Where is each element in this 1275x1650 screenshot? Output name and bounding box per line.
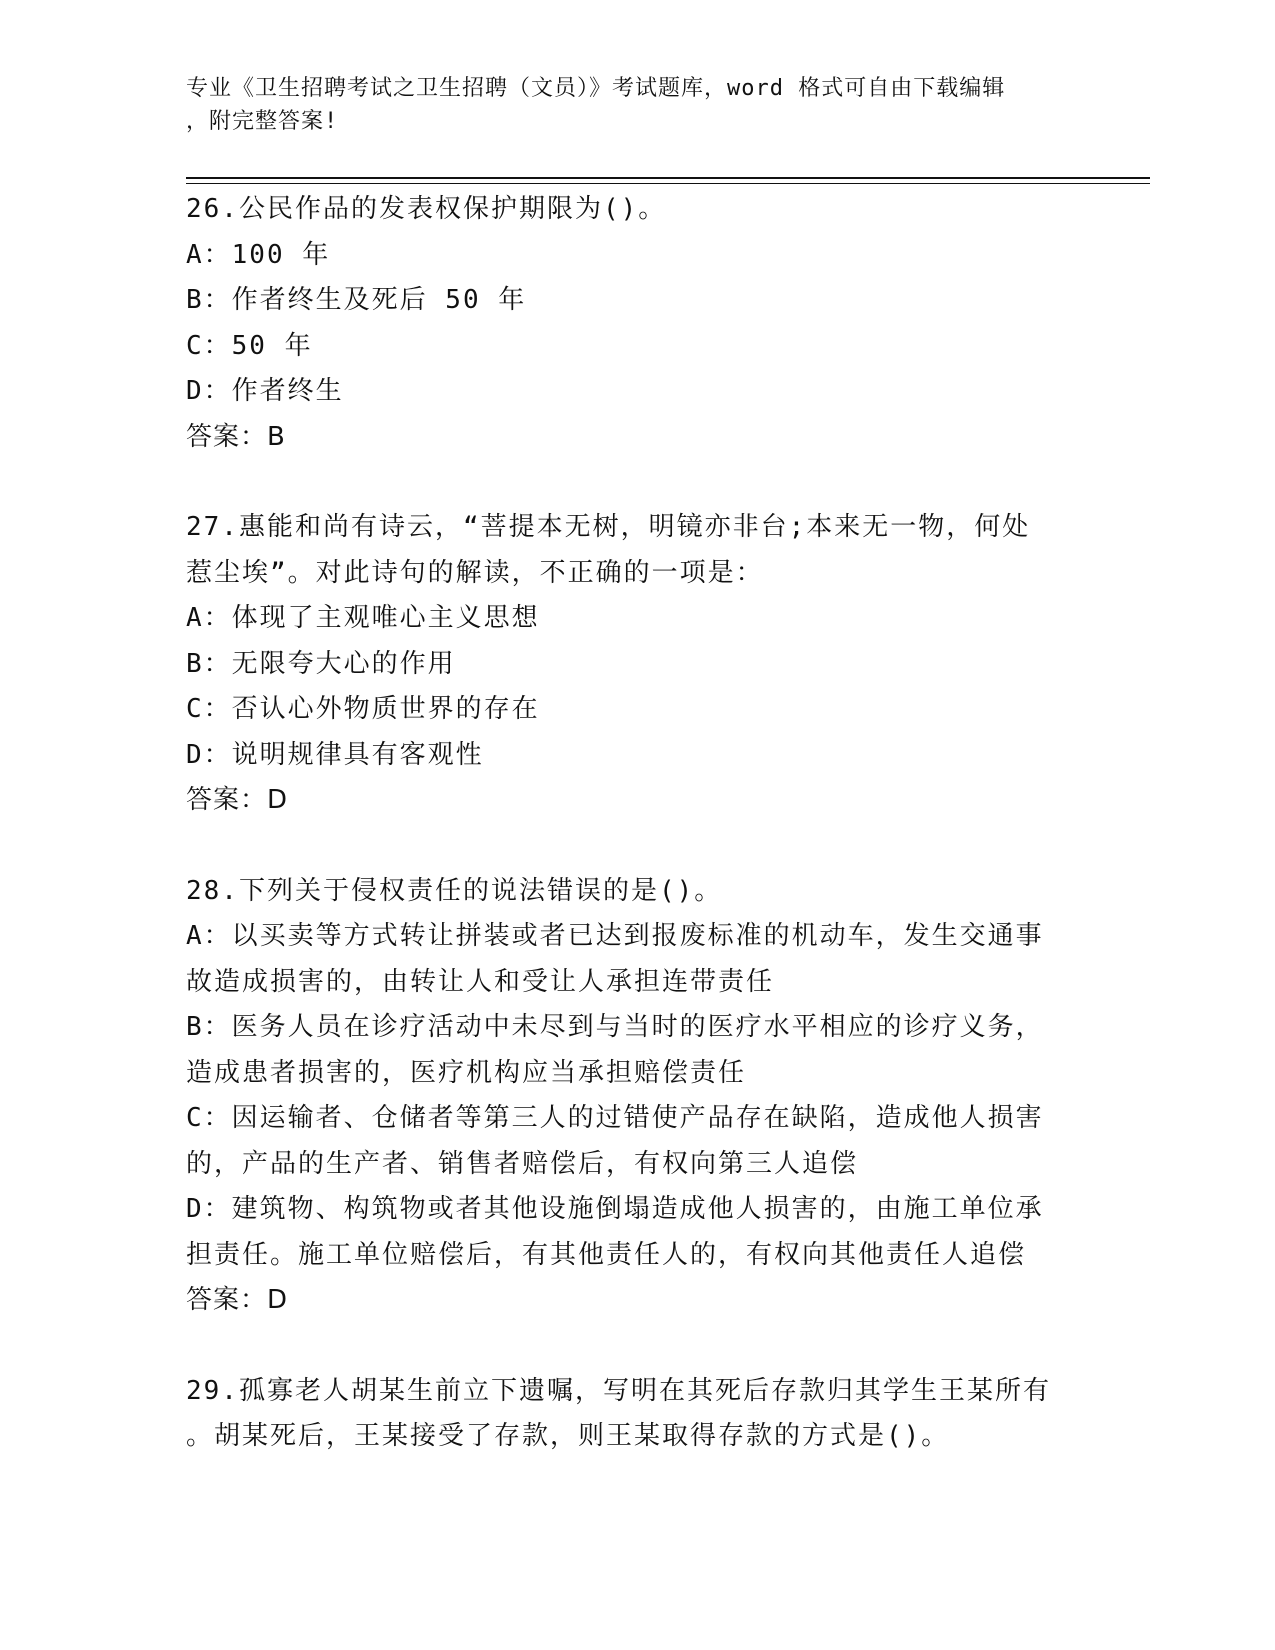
option-d: D：建筑物、构筑物或者其他设施倒塌造成他人损害的，由施工单位承 (186, 1194, 1044, 1224)
header-line-1: 专业《卫生招聘考试之卫生招聘（文员）》考试题库，word 格式可自由下载编辑 (186, 76, 1006, 101)
document-header (186, 72, 1066, 138)
header-divider-thin (186, 183, 1150, 184)
option-d: D：说明规律具有客观性 (186, 739, 484, 770)
answer: 答案：D (186, 785, 289, 815)
header-line-2: ，附完整答案! (186, 109, 339, 134)
header-divider-thick (186, 177, 1150, 179)
option-c-cont: 的，产品的生产者、销售者赔偿后，有权向第三人追偿 (186, 1148, 859, 1179)
option-a: A：体现了主观唯心主义思想 (186, 603, 540, 633)
option-b: B：无限夸大心的作用 (186, 648, 456, 679)
question-stem: 27.惠能和尚有诗云，“菩提本无树，明镜亦非台;本来无一物，何处 (186, 512, 1031, 542)
option-c: C：因运输者、仓储者等第三人的过错使产品存在缺陷，造成他人损害 (186, 1103, 1044, 1133)
question-stem-cont: 。胡某死后，王某接受了存款，则王某取得存款的方式是()。 (186, 1421, 950, 1451)
question-stem: 29.孤寡老人胡某生前立下遗嘱，写明在其死后存款归其学生王某所有 (186, 1375, 1051, 1406)
option-d: D：作者终生 (186, 376, 344, 406)
option-c: C：否认心外物质世界的存在 (186, 694, 540, 724)
option-a: A：100 年 (186, 239, 331, 270)
option-a-cont: 故造成损害的，由转让人和受让人承担连带责任 (186, 966, 775, 997)
option-d-cont: 担责任。施工单位赔偿后，有其他责任人的，有权向其他责任人追偿 (186, 1239, 1027, 1270)
question-stem: 28.下列关于侵权责任的说法错误的是()。 (186, 875, 723, 906)
option-b-cont: 造成患者损害的，医疗机构应当承担赔偿责任 (186, 1057, 747, 1088)
question-list (186, 187, 1086, 1505)
question-28 (186, 869, 1086, 1324)
answer: 答案：D (186, 1285, 289, 1315)
question-stem-cont: 惹尘埃”。对此诗句的解读，不正确的一项是： (186, 557, 764, 588)
option-c: C：50 年 (186, 330, 313, 361)
option-b: B：作者终生及死后 50 年 (186, 285, 527, 315)
question-stem: 26.公民作品的发表权保护期限为()。 (186, 194, 667, 224)
question-26 (186, 187, 1086, 460)
question-27 (186, 505, 1086, 824)
question-29 (186, 1369, 1086, 1460)
option-b: B：医务人员在诊疗活动中未尽到与当时的医疗水平相应的诊疗义务， (186, 1012, 1044, 1042)
option-a: A：以买卖等方式转让拼装或者已达到报废标准的机动车，发生交通事 (186, 921, 1044, 951)
answer: 答案：B (186, 421, 286, 452)
